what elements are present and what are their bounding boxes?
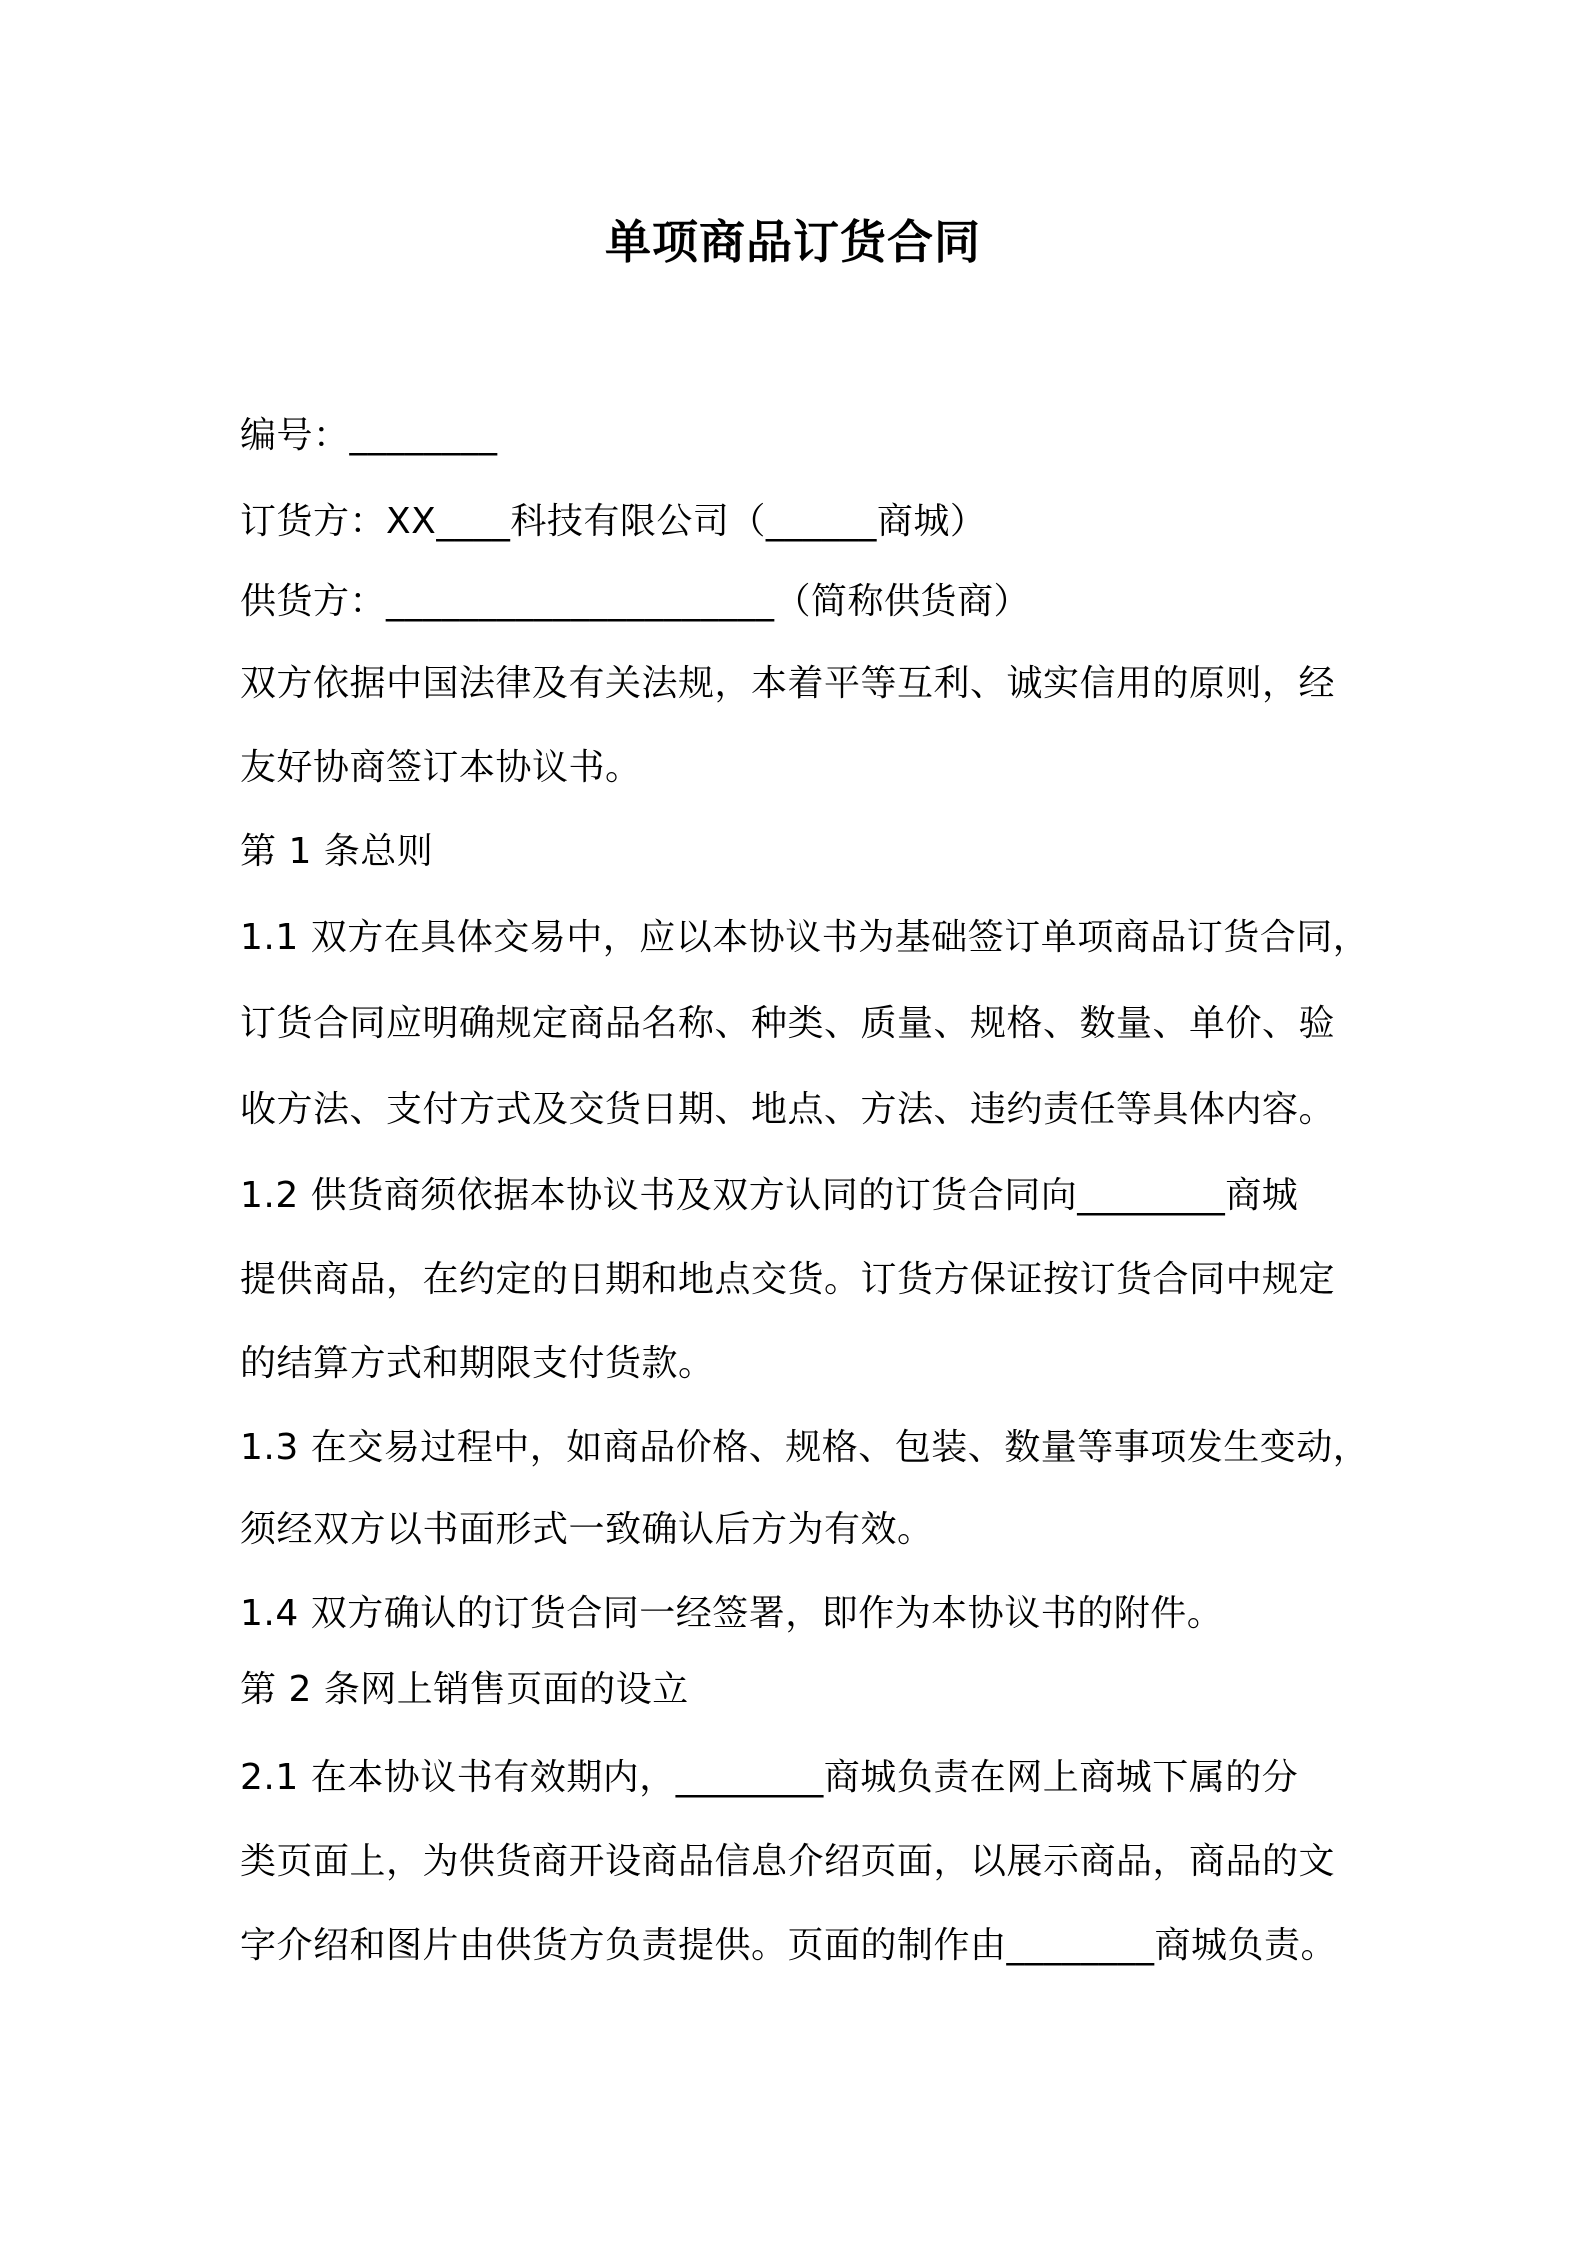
clause-line: 的结算方式和期限支付货款。 bbox=[240, 1343, 715, 1384]
clause-line: 类页面上，为供货商开设商品信息介绍页面，以展示商品，商品的文 bbox=[240, 1841, 1336, 1882]
preamble-line: 双方依据中国法律及有关法规，本着平等互利、诚实信用的原则，经 bbox=[240, 663, 1336, 704]
clause-line: 1.1 双方在具体交易中，应以本协议书为基础签订单项商品订货合同， bbox=[240, 917, 1370, 958]
clause-line: 提供商品，在约定的日期和地点交货。订货方保证按订货合同中规定 bbox=[240, 1259, 1336, 1300]
clause-line: 订货合同应明确规定商品名称、种类、质量、规格、数量、单价、验 bbox=[240, 1003, 1336, 1044]
clause-line: 须经双方以书面形式一致确认后方为有效。 bbox=[240, 1509, 934, 1550]
clause-line: 字介绍和图片由供货方负责提供。页面的制作由________商城负责。 bbox=[240, 1925, 1338, 1966]
buyer-line: 订货方：XX____科技有限公司（______商城） bbox=[240, 501, 987, 542]
clause-line: 2.1 在本协议书有效期内，________商城负责在网上商城下属的分 bbox=[240, 1757, 1299, 1798]
clause-line: 1.2 供货商须依据本协议书及双方认同的订货合同向________商城 bbox=[240, 1175, 1299, 1216]
clause-line: 收方法、支付方式及交货日期、地点、方法、违约责任等具体内容。 bbox=[240, 1089, 1336, 1130]
preamble-line: 友好协商签订本协议书。 bbox=[240, 747, 642, 788]
document-title: 单项商品订货合同 bbox=[605, 215, 981, 269]
supplier-line: 供货方：_____________________（简称供货商） bbox=[240, 581, 1031, 622]
contract-number-line: 编号：________ bbox=[240, 415, 498, 456]
clause-line: 1.3 在交易过程中，如商品价格、规格、包装、数量等事项发生变动， bbox=[240, 1427, 1370, 1468]
article-heading: 第 1 条总则 bbox=[240, 831, 434, 872]
clause-line: 1.4 双方确认的订货合同一经签署，即作为本协议书的附件。 bbox=[240, 1593, 1224, 1634]
article-heading: 第 2 条网上销售页面的设立 bbox=[240, 1669, 689, 1710]
